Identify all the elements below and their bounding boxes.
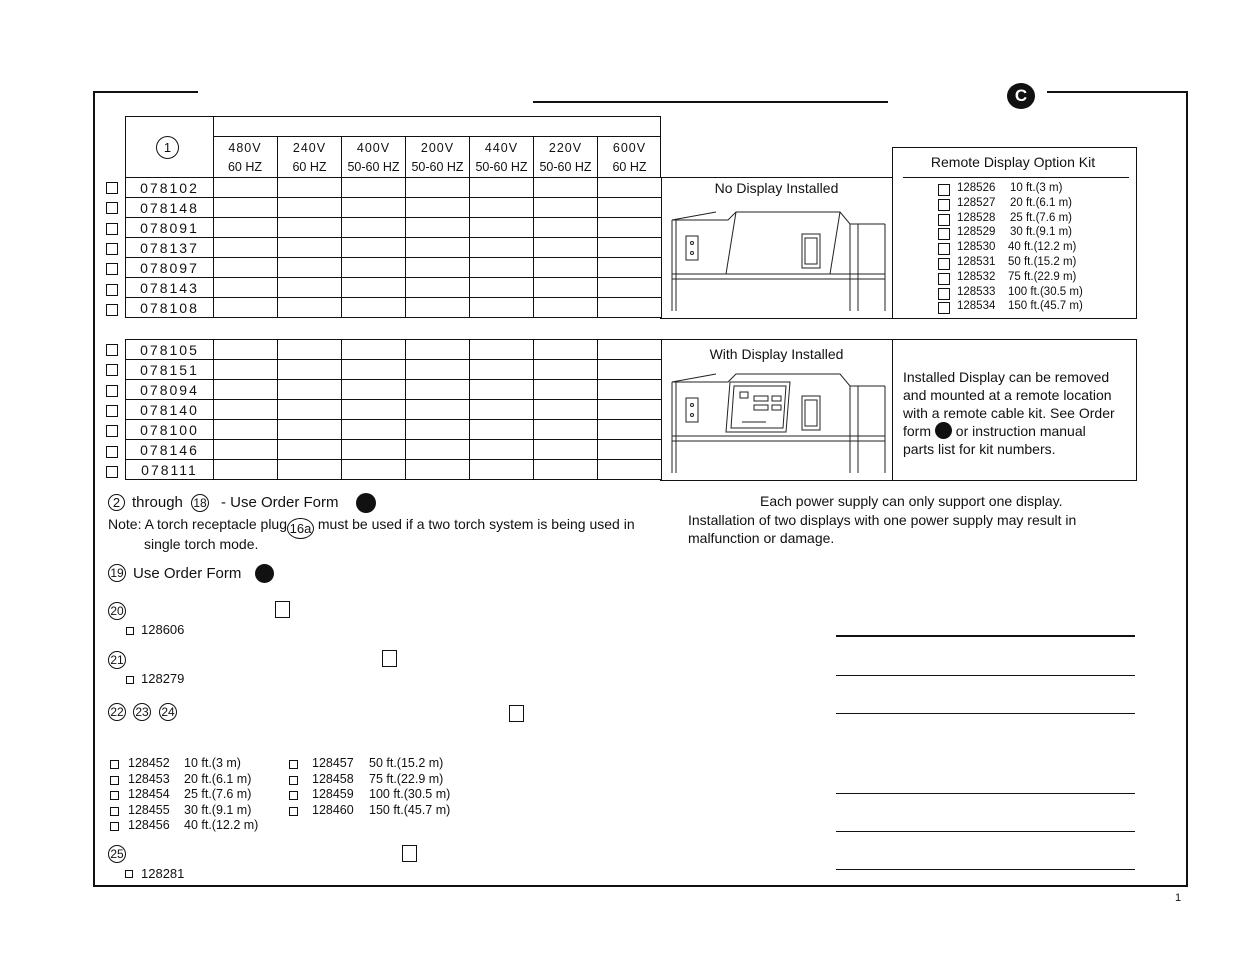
- quantity-cell[interactable]: [342, 340, 406, 360]
- quantity-cell[interactable]: [214, 258, 278, 278]
- table-row: [126, 238, 662, 258]
- voltage-header: [405, 137, 469, 177]
- quantity-cell[interactable]: [342, 178, 406, 198]
- cable-kit-length: 150 ft.(45.7 m): [369, 802, 451, 817]
- quantity-cell[interactable]: [214, 380, 278, 400]
- remote-kit-checkbox[interactable]: [938, 302, 950, 314]
- quantity-cell[interactable]: [534, 218, 598, 238]
- part-number-cell: 078097: [126, 258, 214, 278]
- quantity-cell[interactable]: [278, 400, 342, 420]
- quantity-cell[interactable]: [342, 258, 406, 278]
- remote-kit-length: 100 ft.(30.5 m): [1008, 285, 1083, 298]
- quantity-cell[interactable]: [598, 460, 662, 480]
- remote-kit-part: 128529: [957, 226, 996, 239]
- remote-kit-title: Remote Display Option Kit: [930, 154, 1096, 170]
- part-number-cell: 078102: [126, 178, 214, 198]
- remote-kit-part: 128532: [957, 270, 996, 283]
- entry-line[interactable]: [836, 793, 1135, 794]
- quantity-cell[interactable]: [278, 460, 342, 480]
- quantity-cell[interactable]: [214, 440, 278, 460]
- quantity-cell[interactable]: [406, 400, 470, 420]
- quantity-cell[interactable]: [534, 178, 598, 198]
- quantity-cell[interactable]: [406, 360, 470, 380]
- table-row: [126, 218, 662, 238]
- quantity-cell[interactable]: [214, 400, 278, 420]
- quantity-cell[interactable]: [534, 460, 598, 480]
- cable-kit-length: 25 ft.(7.6 m): [184, 787, 252, 801]
- quantity-cell[interactable]: [214, 218, 278, 238]
- ref-16a: 16a: [287, 518, 314, 539]
- voltage-label: 200V: [420, 141, 455, 155]
- cable-kit-part: 128458: [312, 771, 354, 786]
- items-22-24-qty-box[interactable]: [509, 705, 524, 722]
- quantity-cell[interactable]: [342, 460, 406, 480]
- item-20-qty-box[interactable]: [275, 601, 290, 618]
- part-number-cell: 078140: [126, 400, 214, 420]
- frequency-label: 50-60 HZ: [475, 160, 528, 174]
- group-1-grid: [125, 177, 662, 318]
- quantity-cell[interactable]: [214, 278, 278, 298]
- table-row: [126, 258, 662, 278]
- entry-line[interactable]: [836, 713, 1135, 714]
- quantity-cell[interactable]: [406, 198, 470, 218]
- quantity-cell[interactable]: [214, 420, 278, 440]
- remote-kit-part: 128530: [957, 241, 996, 254]
- quantity-cell[interactable]: [470, 460, 534, 480]
- group-2-grid: [125, 339, 662, 480]
- group-2-row-checkbox[interactable]: [106, 446, 118, 458]
- quantity-cell[interactable]: [534, 420, 598, 440]
- group-2-row-checkbox[interactable]: [106, 344, 118, 356]
- installed-display-note: [892, 339, 1137, 481]
- part-number-cell: 078143: [126, 278, 214, 298]
- cable-kit-part: 128456: [128, 818, 170, 832]
- group-2-row-checkbox[interactable]: [106, 385, 118, 397]
- remote-kit-checkbox[interactable]: [938, 273, 950, 285]
- cable-kit-checkbox[interactable]: [110, 822, 119, 831]
- group-1-row-checkbox[interactable]: [106, 263, 118, 275]
- remote-kit-checkbox[interactable]: [938, 214, 950, 226]
- group-1-row-checkbox[interactable]: [106, 223, 118, 235]
- no-display-panel: [660, 177, 893, 319]
- frequency-label: 60 HZ: [292, 160, 327, 174]
- remote-kit-part: 128527: [957, 196, 996, 209]
- cable-kit-length: 10 ft.(3 m): [184, 756, 241, 770]
- quantity-cell[interactable]: [214, 238, 278, 258]
- quantity-cell[interactable]: [534, 440, 598, 460]
- quantity-cell[interactable]: [598, 258, 662, 278]
- quantity-cell[interactable]: [342, 238, 406, 258]
- quantity-cell[interactable]: [278, 360, 342, 380]
- quantity-cell[interactable]: [598, 218, 662, 238]
- voltage-header: [213, 137, 277, 177]
- quantity-cell[interactable]: [278, 198, 342, 218]
- quantity-cell[interactable]: [342, 198, 406, 218]
- cable-kit-checkbox[interactable]: [110, 776, 119, 785]
- voltage-header: [277, 137, 341, 177]
- order-form-c-ref: [935, 422, 952, 439]
- order-form-ref-dot: [356, 493, 376, 513]
- entry-line[interactable]: [836, 831, 1135, 832]
- group-1-row-checkbox[interactable]: [106, 284, 118, 296]
- quantity-cell[interactable]: [598, 340, 662, 360]
- quantity-cell[interactable]: [534, 278, 598, 298]
- table-row: [126, 380, 662, 400]
- quantity-cell[interactable]: [470, 340, 534, 360]
- item-1-marker: 1: [156, 136, 179, 159]
- quantity-cell[interactable]: [214, 178, 278, 198]
- quantity-cell[interactable]: [470, 380, 534, 400]
- cable-kit-checkbox[interactable]: [289, 760, 298, 769]
- quantity-cell[interactable]: [470, 278, 534, 298]
- remote-kit-part: 128526: [957, 182, 996, 194]
- with-display-panel: [660, 339, 893, 481]
- remote-kit-part: 128533: [957, 285, 996, 298]
- page-number: 1: [1175, 892, 1182, 904]
- table-row: [126, 400, 662, 420]
- cable-kit-part: 128454: [128, 787, 170, 801]
- quantity-cell[interactable]: [470, 400, 534, 420]
- note-line-3: with a remote cable kit. See Order: [903, 405, 1115, 421]
- note-line-5: parts list for kit numbers.: [903, 441, 1056, 457]
- cable-kit-part: 128455: [128, 802, 170, 817]
- group-1-row-checkbox[interactable]: [106, 182, 118, 194]
- quantity-cell[interactable]: [406, 380, 470, 400]
- part-number-cell: 078108: [126, 298, 214, 318]
- group-1-row-checkbox[interactable]: [106, 304, 118, 316]
- quantity-cell[interactable]: [342, 380, 406, 400]
- quantity-cell[interactable]: [278, 340, 342, 360]
- quantity-cell[interactable]: [534, 360, 598, 380]
- table-row: [126, 298, 662, 318]
- quantity-cell[interactable]: [406, 258, 470, 278]
- cable-kit-part: 128457: [312, 756, 354, 770]
- quantity-cell[interactable]: [278, 238, 342, 258]
- quantity-cell[interactable]: [534, 340, 598, 360]
- quantity-cell[interactable]: [598, 440, 662, 460]
- quantity-cell[interactable]: [534, 198, 598, 218]
- power-supply-display-illustration: [670, 368, 892, 478]
- voltage-header: [469, 137, 533, 177]
- part-number-cell: 078146: [126, 440, 214, 460]
- cable-kit-checkbox[interactable]: [289, 776, 298, 785]
- item-21-qty-box[interactable]: [382, 650, 397, 667]
- quantity-cell[interactable]: [598, 298, 662, 318]
- table-row: [126, 460, 662, 480]
- part-number-cell: 078111: [126, 460, 214, 480]
- quantity-cell[interactable]: [342, 440, 406, 460]
- quantity-cell[interactable]: [470, 360, 534, 380]
- quantity-cell[interactable]: [342, 278, 406, 298]
- cable-kit-part: 128460: [312, 802, 354, 817]
- quantity-cell[interactable]: [342, 218, 406, 238]
- quantity-cell[interactable]: [342, 298, 406, 318]
- voltage-label: 480V: [228, 141, 262, 155]
- cable-kit-part: 128452: [128, 756, 170, 770]
- quantity-cell[interactable]: [278, 440, 342, 460]
- voltage-label: 220V: [548, 141, 583, 155]
- table-row: [126, 360, 662, 380]
- part-number-cell: 078105: [126, 340, 214, 360]
- cable-kit-length: 75 ft.(22.9 m): [369, 771, 444, 786]
- remote-kit-length: 150 ft.(45.7 m): [1008, 300, 1083, 313]
- quantity-cell[interactable]: [342, 360, 406, 380]
- remote-display-kit-panel: [892, 147, 1137, 319]
- remote-kit-checkbox[interactable]: [938, 243, 950, 255]
- quantity-cell[interactable]: [214, 360, 278, 380]
- quantity-cell[interactable]: [214, 460, 278, 480]
- quantity-cell[interactable]: [470, 218, 534, 238]
- cable-kit-part: 128459: [312, 787, 354, 801]
- group-2-row-checkbox[interactable]: [106, 425, 118, 437]
- quantity-cell[interactable]: [406, 278, 470, 298]
- section-badge: [1007, 83, 1035, 109]
- quantity-cell[interactable]: [406, 460, 470, 480]
- quantity-cell[interactable]: [470, 420, 534, 440]
- quantity-cell[interactable]: [406, 218, 470, 238]
- quantity-cell[interactable]: [214, 340, 278, 360]
- table-row: [126, 178, 662, 198]
- group-1-row-checkbox[interactable]: [106, 243, 118, 255]
- quantity-cell[interactable]: [598, 400, 662, 420]
- quantity-cell[interactable]: [598, 278, 662, 298]
- quantity-cell[interactable]: [470, 298, 534, 318]
- voltage-label: 400V: [356, 141, 391, 155]
- section-letter: C: [1014, 86, 1028, 105]
- quantity-cell[interactable]: [278, 178, 342, 198]
- remote-kit-length: 75 ft.(22.9 m): [1008, 270, 1077, 283]
- remote-kit-checkbox[interactable]: [938, 184, 950, 196]
- voltage-label: 240V: [292, 141, 327, 155]
- note-line-4: form or instruction manual: [903, 423, 1086, 439]
- frequency-label: 50-60 HZ: [539, 160, 592, 174]
- remote-kit-checkbox[interactable]: [938, 258, 950, 270]
- quantity-cell[interactable]: [406, 340, 470, 360]
- remote-kit-length: 20 ft.(6.1 m): [1010, 196, 1072, 209]
- cable-kit-checkbox[interactable]: [289, 791, 298, 800]
- display-warning: Each power supply can only support one display. Installation of two displays with one power supply may result in malfunction or damage.: [688, 493, 1077, 546]
- quantity-cell[interactable]: [470, 440, 534, 460]
- remote-kit-length: 40 ft.(12.2 m): [1008, 241, 1077, 254]
- item-21-checkbox[interactable]: [126, 676, 134, 684]
- power-supply-front-illustration: [670, 206, 892, 316]
- part-number-cell: 078100: [126, 420, 214, 440]
- table-row: [126, 340, 662, 360]
- quantity-cell[interactable]: [470, 258, 534, 278]
- torch-note: Note: A torch receptacle plug 16a must be used if a two torch system is being used in: [108, 516, 635, 539]
- table-row: [126, 420, 662, 440]
- entry-line[interactable]: [836, 635, 1135, 637]
- table-row: [126, 278, 662, 298]
- part-number-cell: 078137: [126, 238, 214, 258]
- quantity-cell[interactable]: [278, 258, 342, 278]
- cable-kit-part: 128453: [128, 771, 170, 786]
- table-row: [126, 440, 662, 460]
- part-number-cell: 078148: [126, 198, 214, 218]
- quantity-cell[interactable]: [470, 238, 534, 258]
- frequency-label: 60 HZ: [227, 160, 263, 174]
- quantity-cell[interactable]: [406, 298, 470, 318]
- voltage-label: 440V: [484, 141, 519, 155]
- voltage-label: 600V: [612, 141, 647, 155]
- quantity-cell[interactable]: [342, 420, 406, 440]
- item-20-checkbox[interactable]: [126, 627, 134, 635]
- part-number-cell: 078091: [126, 218, 214, 238]
- title-underline: [533, 101, 888, 103]
- quantity-cell[interactable]: [406, 440, 470, 460]
- quantity-cell[interactable]: [278, 278, 342, 298]
- quantity-cell[interactable]: [598, 198, 662, 218]
- note-line-2: and mounted at a remote location: [903, 387, 1112, 403]
- remote-kit-part: 128528: [957, 211, 996, 224]
- order-form-ref-dot-19: [255, 564, 274, 583]
- quantity-cell[interactable]: [534, 400, 598, 420]
- quantity-cell[interactable]: [598, 360, 662, 380]
- quantity-cell[interactable]: [534, 298, 598, 318]
- quantity-cell[interactable]: [470, 198, 534, 218]
- voltage-header: [533, 137, 597, 177]
- quantity-cell[interactable]: [470, 178, 534, 198]
- remote-kit-length: 50 ft.(15.2 m): [1008, 256, 1077, 268]
- quantity-cell[interactable]: [278, 380, 342, 400]
- cable-kit-checkbox[interactable]: [110, 791, 119, 800]
- voltage-header: [341, 137, 405, 177]
- torch-note-line-2: single torch mode.: [144, 536, 259, 552]
- remote-kit-part: 128531: [957, 256, 996, 268]
- quantity-cell[interactable]: [598, 238, 662, 258]
- quantity-cell[interactable]: [214, 298, 278, 318]
- frequency-label: 50-60 HZ: [347, 160, 400, 174]
- group-2-row-checkbox[interactable]: [106, 364, 118, 376]
- quantity-cell[interactable]: [534, 238, 598, 258]
- part-number-cell: 078094: [126, 380, 214, 400]
- remote-kit-checkbox[interactable]: [938, 228, 950, 240]
- quantity-cell[interactable]: [342, 400, 406, 420]
- cable-kit-length: 20 ft.(6.1 m): [184, 771, 252, 786]
- quantity-cell[interactable]: [278, 218, 342, 238]
- cable-kit-length: 100 ft.(30.5 m): [369, 787, 451, 801]
- group-2-row-checkbox[interactable]: [106, 405, 118, 417]
- quantity-cell[interactable]: [406, 238, 470, 258]
- quantity-cell[interactable]: [534, 258, 598, 278]
- quantity-cell[interactable]: [534, 380, 598, 400]
- group-1-row-checkbox[interactable]: [106, 202, 118, 214]
- remote-kit-part: 128534: [957, 300, 996, 313]
- entry-line[interactable]: [836, 675, 1135, 676]
- item-25-checkbox[interactable]: [125, 870, 133, 878]
- quantity-cell[interactable]: [598, 380, 662, 400]
- note-line-1: Installed Display can be removed: [903, 369, 1110, 385]
- cable-kit-checkbox[interactable]: [110, 807, 119, 816]
- quantity-cell[interactable]: [598, 420, 662, 440]
- no-display-label: No Display Installed: [714, 180, 839, 196]
- cable-kit-length: 30 ft.(9.1 m): [184, 802, 252, 817]
- frequency-label: 50-60 HZ: [411, 160, 464, 174]
- cable-kit-checkbox[interactable]: [110, 760, 119, 769]
- part-number-cell: 078151: [126, 360, 214, 380]
- cable-kit-length: 40 ft.(12.2 m): [184, 818, 259, 832]
- voltage-header: [597, 137, 661, 177]
- remote-kit-length: 10 ft.(3 m): [1010, 182, 1063, 194]
- with-display-label: With Display Installed: [709, 346, 844, 362]
- quantity-cell[interactable]: [598, 178, 662, 198]
- quantity-cell[interactable]: [278, 298, 342, 318]
- quantity-cell[interactable]: [406, 178, 470, 198]
- remote-kit-checkbox[interactable]: [938, 288, 950, 300]
- quantity-cell[interactable]: [278, 420, 342, 440]
- quantity-cell[interactable]: [214, 198, 278, 218]
- cable-kit-checkbox[interactable]: [289, 807, 298, 816]
- quantity-cell[interactable]: [406, 420, 470, 440]
- cable-kit-length: 50 ft.(15.2 m): [369, 756, 444, 770]
- remote-kit-length: 25 ft.(7.6 m): [1010, 211, 1072, 224]
- remote-kit-length: 30 ft.(9.1 m): [1010, 226, 1072, 239]
- frequency-label: 60 HZ: [612, 160, 647, 174]
- group-2-row-checkbox[interactable]: [106, 466, 118, 478]
- item-25-qty-box[interactable]: [402, 845, 417, 862]
- entry-line[interactable]: [836, 869, 1135, 870]
- table-row: [126, 198, 662, 218]
- remote-kit-checkbox[interactable]: [938, 199, 950, 211]
